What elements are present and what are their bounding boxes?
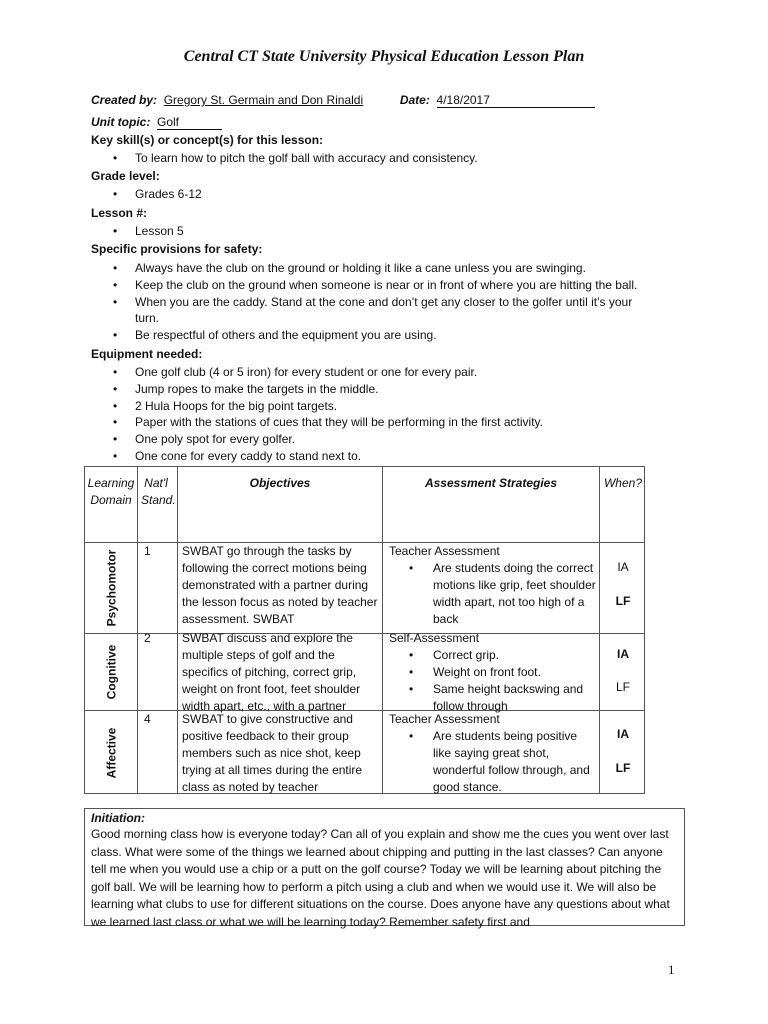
domain-cognitive: Cognitive <box>104 644 119 700</box>
date-value: 4/18/2017 <box>437 94 595 108</box>
list-item: • One poly spot for every golfer. <box>113 431 673 448</box>
list-item: • Are students doing the correct motions like grip, feet shoulder width apart, not too high of a back <box>389 560 597 628</box>
assessment-list <box>389 647 599 715</box>
list-item: • To learn how to pitch the golf ball with accuracy and consistency. <box>113 150 673 167</box>
document-title: Central CT State University Physical Education Lesson Plan <box>183 48 585 65</box>
domain-affective: Affective <box>104 727 118 779</box>
header-national-standard: Nat'l Stand. <box>141 476 176 507</box>
assessment-type: Teacher Assessment <box>389 544 500 558</box>
domain-psychomotor: Psychomotor <box>104 549 118 627</box>
list-item: • Always have the club on the ground or holding it like a cane unless you are swinging. <box>113 260 673 277</box>
assessment-type: Self-Assessment <box>389 631 480 645</box>
page-number: 1 <box>668 962 675 977</box>
list-item: • Same height backswing and follow through <box>389 681 599 715</box>
equipment-list <box>113 364 673 465</box>
list-item: • Are students being positive like saying great shot, wonderful follow through, and good stance. <box>389 728 597 796</box>
when-value: LF <box>615 680 630 694</box>
created-by-line: Created by: Gregory St. Germain and Don Rinaldi Date: 4/18/2017 <box>91 92 595 108</box>
assessment-cell <box>389 630 599 713</box>
assessment-list <box>389 728 597 796</box>
column-divider <box>137 467 138 793</box>
grade-level-list <box>113 186 673 203</box>
key-skill-list <box>113 150 673 167</box>
lesson-number-list <box>113 223 673 240</box>
when-value: IA <box>617 560 629 574</box>
list-item: • Lesson 5 <box>113 223 673 240</box>
standard-number: 4 <box>144 712 151 726</box>
when-value: LF <box>615 761 631 775</box>
initiation-box <box>84 808 685 929</box>
lesson-number-label: Lesson #: <box>91 206 148 220</box>
assessment-cell <box>389 543 597 627</box>
unit-topic-label: Unit topic <box>91 115 147 129</box>
list-item: • Correct grip. <box>389 647 599 664</box>
safety-list <box>113 260 673 344</box>
list-item: • One cone for every caddy to stand next to. <box>113 448 673 465</box>
list-item: • 2 Hula Hoops for the big point targets. <box>113 398 673 415</box>
list-item: • Paper with the stations of cues that they will be performing in the first activity. <box>113 414 673 431</box>
created-by-label: Created by <box>91 93 154 107</box>
when-value: IA <box>617 727 629 741</box>
objectives-table <box>84 466 645 794</box>
grade-level-label: Grade level: <box>91 169 160 183</box>
header-assessment-strategies: Assessment Strategies <box>424 476 558 490</box>
column-divider <box>177 467 178 793</box>
list-item: • One golf club (4 or 5 iron) for every student or one for every pair. <box>113 364 673 381</box>
standard-number: 2 <box>144 631 151 645</box>
header-objectives: Objectives <box>249 476 311 490</box>
column-divider <box>382 467 383 793</box>
header-when: When? <box>603 476 643 490</box>
standard-number: 1 <box>144 544 151 558</box>
unit-topic-value: Golf <box>157 116 222 130</box>
objective-text: SWBAT go through the tasks by following the correct motions being demonstrated with a partner during the lesson focus as noted by teacher assessment. SWBAT <box>182 544 378 626</box>
assessment-cell <box>389 711 597 794</box>
objective-text: SWBAT discuss and explore the multiple steps of golf and the specifics of pitching, correct grip, weight on front foot, feet shoulder width apart, etc., with a partner <box>182 631 361 713</box>
list-item: • When you are the caddy. Stand at the cone and don’t get any closer to the golfer until it’s your turn. <box>113 294 643 328</box>
column-divider <box>599 467 600 793</box>
header-learning-domain: Learning Domain <box>87 476 135 507</box>
list-item: • Jump ropes to make the targets in the middle. <box>113 381 673 398</box>
created-by-value: Gregory St. Germain and Don Rinaldi <box>163 93 364 107</box>
equipment-label: Equipment needed: <box>91 347 203 361</box>
list-item: • Weight on front foot. <box>389 664 599 681</box>
objective-text: SWBAT to give constructive and positive feedback to their group members such as nice shot, keep trying at all times during the entire class as noted by teacher <box>182 712 363 794</box>
key-skill-label: Key skill(s) or concept(s) for this lesson: <box>91 133 324 147</box>
unit-topic-line: Unit topic: Golf <box>91 114 222 130</box>
initiation-title: Initiation: <box>91 811 145 825</box>
assessment-list <box>389 560 597 628</box>
initiation-body: Good morning class how is everyone today? Can all of you explain and show me the cues you went over last class. What were some of the things we learned about chipping and putting in the last classes? Can anyone tell me when you would use a chip or a putt on the golf course? Today we will be learning about pitching the golf ball. We will be learning how to perform a pitch using a club and when we would use it. We will also be learning what clubs to use for different situations on the course. Does anyone have any questions about what we learned last class or what we will be learning today? Remember safety first and <box>91 827 670 929</box>
list-item: • Grades 6-12 <box>113 186 673 203</box>
assessment-type: Teacher Assessment <box>389 712 500 726</box>
safety-label: Specific provisions for safety: <box>91 242 263 256</box>
list-item: • Keep the club on the ground when someone is near or in front of where you are hitting the ball. <box>113 277 673 294</box>
date-label: Date <box>399 93 426 107</box>
when-value: IA <box>617 647 629 661</box>
when-value: LF <box>615 594 631 608</box>
list-item: • Be respectful of others and the equipment you are using. <box>113 327 673 344</box>
